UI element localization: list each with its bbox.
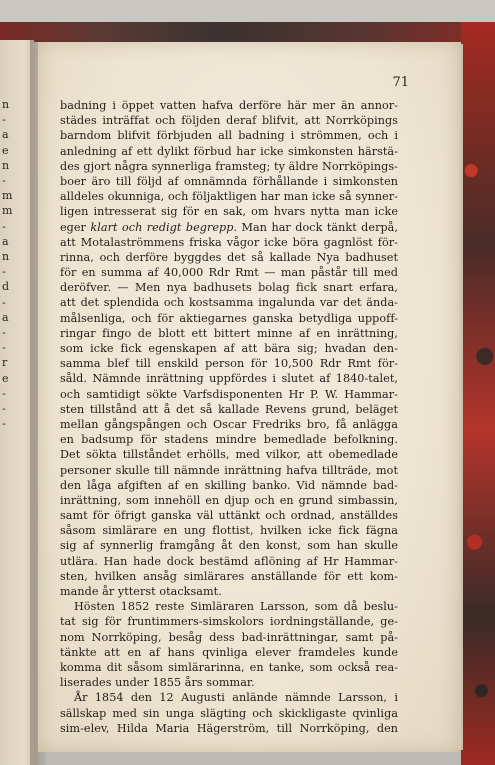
- facing-page-fragment: -: [2, 295, 6, 309]
- text-line: alldeles okunniga, och följaktligen har man icke så synner-: [60, 190, 398, 204]
- text-line: Hösten 1852 reste Simläraren Larsson, som då beslu-: [74, 600, 398, 614]
- text-line: målsenliga, och för aktiegarnes ganska betydliga uppoff-: [60, 311, 398, 325]
- facing-page-fragment: d: [2, 280, 10, 294]
- text-line: barndom blifvit förbjuden all badning i strömmen, och i: [60, 129, 398, 143]
- text-line: samma blef till enskild person för 10,500 Rdr Rmt för-: [60, 357, 398, 371]
- text-line: sten, hvilken ansåg simlärares anställande för ett kom-: [60, 569, 398, 583]
- facing-page-fragment: e: [2, 371, 9, 385]
- text-segment: Man har dock tänkt derpå,: [237, 220, 399, 234]
- text-line: och samtidigt sökte Varfsdisponenten Hr P. W. Hammar-: [60, 387, 398, 401]
- text-line: en badsump för stadens mindre bemedlade befolkning.: [60, 433, 398, 447]
- text-line: för en summa af 40,000 Rdr Rmt — man påstår till med: [60, 266, 398, 280]
- text-line: rinna, och derföre byggdes det så kallade Nya badhuset: [60, 250, 398, 264]
- text-line: des gjort några synnerliga framsteg; ty äldre Norrköpings-: [60, 159, 398, 173]
- text-line: personer skulle till nämnde inrättning hafva tillträde, mot: [60, 463, 398, 477]
- facing-page-fragment: -: [2, 265, 6, 279]
- text-line: boer äro till följd af omnämnda förhållande i simkonsten: [60, 174, 398, 188]
- text-line: sim-elev, Hilda Maria Hägerström, till Norrköping, den: [60, 721, 398, 735]
- facing-page-fragment: n: [2, 98, 10, 111]
- text-line: som icke fick egenskapen af att bära sig; hvadan den-: [60, 342, 398, 355]
- facing-page-fragment: -: [2, 417, 6, 431]
- book-cover-right: [461, 22, 495, 765]
- text-line: städes inträffat och följden deraf blifvit, att Norrköpings: [60, 114, 398, 128]
- text-line: mellan gångspången och Oscar Fredriks bro, få anlägga: [60, 417, 398, 431]
- page-edge: [459, 44, 463, 750]
- facing-page-fragment: n: [2, 158, 10, 172]
- facing-page-fragment: e: [2, 143, 9, 157]
- facing-page-fragment: m: [2, 189, 13, 203]
- text-line: såsom simlärare en ung flottist, hvilken icke fick fägna: [60, 524, 398, 538]
- facing-page-fragment: -: [2, 113, 6, 127]
- facing-page-fragment: r: [2, 356, 8, 370]
- text-line: Det sökta tillståndet erhölls, med vilkor, att obemedlade: [60, 448, 398, 462]
- text-line: anledning af ett dylikt förbud har icke simkonsten härstä-: [60, 144, 398, 158]
- text-line: ligen intresserat sig för en sak, om hvars nytta man icke: [60, 205, 398, 219]
- text-line: utlära. Han hade dock bestämd aflöning af Hr Hammar-: [60, 554, 398, 568]
- text-line: tänkte att en af hans qvinliga elever framdeles kunde: [60, 645, 398, 659]
- text-line: samt för öfrigt ganska väl uttänkt och ordnad, anställdes: [60, 509, 398, 523]
- text-line: [60, 220, 398, 235]
- book-cover-top: [0, 22, 495, 42]
- text-line: sällskap med sin unga slägting och skickligaste qvinliga: [60, 706, 398, 720]
- text-line: såld. Nämnde inrättning uppfördes i slutet af 1840-talet,: [60, 372, 398, 386]
- text-line: badning i öppet vatten hafva derföre här mer än annor-: [60, 99, 398, 112]
- facing-page-fragment: -: [2, 174, 6, 187]
- text-line: deröfver. — Men nya badhusets bolag fick snart erfara,: [60, 281, 398, 295]
- facing-page-fragment: -: [2, 402, 6, 415]
- text-line: mande år ytterst otacksamt.: [60, 585, 222, 598]
- text-line: ringar fingo de blott ett bittert minne af en inrättning,: [60, 326, 398, 340]
- facing-page-fragment: -: [2, 386, 6, 400]
- facing-page-fragment: -: [2, 219, 6, 233]
- facing-page-fragment: m: [2, 204, 13, 218]
- text-line: inrättning, som innehöll en djup och en grund simbassin,: [60, 493, 398, 507]
- facing-page-fragment: a: [2, 234, 9, 248]
- facing-page-left: [0, 40, 34, 765]
- text-line: tat sig för fruntimmers-simskolors iordningställande, ge-: [60, 615, 398, 629]
- text-line: nom Norrköping, besåg dess bad-inrättningar, samt på-: [60, 630, 398, 644]
- text-line: att Motalaströmmens friska vågor icke böra gagnlöst för-: [60, 235, 398, 249]
- text-line: År 1854 den 12 Augusti anlände nämnde Larsson, i: [74, 691, 398, 705]
- text-segment: eger: [60, 220, 91, 234]
- facing-page-fragment: -: [2, 341, 6, 355]
- facing-page-fragment: a: [2, 128, 9, 142]
- text-line: komma dit såsom simlärarinna, en tanke, som också rea-: [60, 660, 398, 674]
- text-line: liserades under 1855 års sommar.: [60, 676, 255, 690]
- book-page: [38, 42, 459, 752]
- facing-page-fragment: a: [2, 310, 9, 324]
- text-line: att det splendida och kostsamma ingalunda var det ända-: [60, 296, 398, 310]
- page-number: 71: [392, 75, 409, 90]
- text-line: sten tillstånd att å det så kallade Revens grund, beläget: [60, 402, 398, 416]
- text-line: sig af synnerlig framgång åt den konst, som han skulle: [60, 539, 398, 553]
- facing-page-fragment: n: [2, 250, 10, 263]
- italic-phrase: klart och redigt begrepp.: [90, 220, 238, 234]
- facing-page-fragment: -: [2, 326, 6, 339]
- text-line: den låga afgiften af en skilling banko. Vid nämnde bad-: [60, 478, 398, 492]
- body-text: [60, 98, 398, 736]
